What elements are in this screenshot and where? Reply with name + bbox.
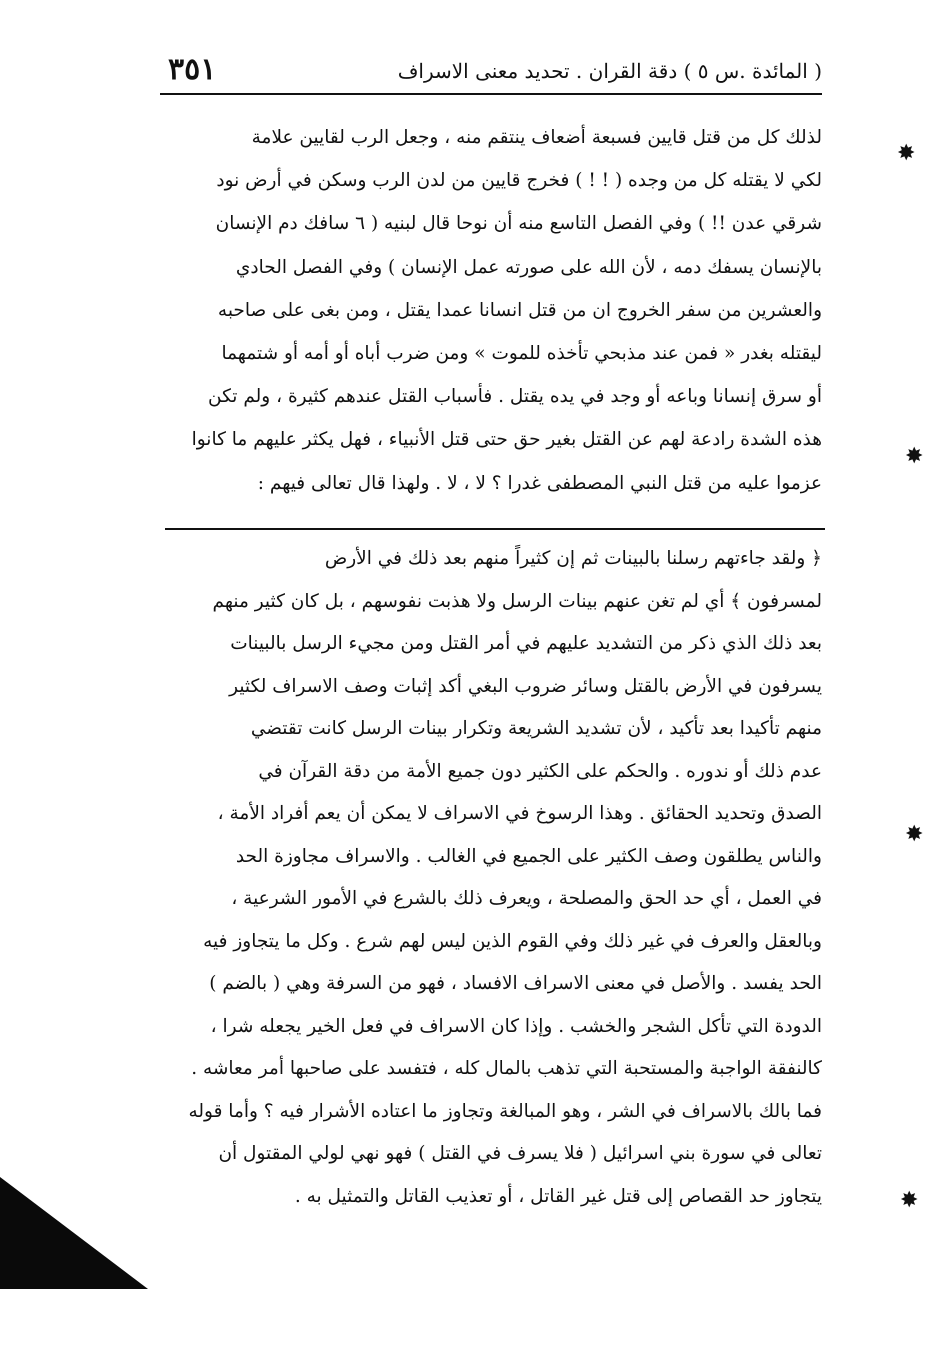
star-ornament-icon: ✸ — [900, 1188, 919, 1213]
text-line: لمسرفون ﴾ أي لم تغن عنهم بينات الرسل ولا هذبت نفوسهم ، بل كان كثير منهم — [212, 590, 822, 612]
scan-corner-triangle — [0, 1177, 148, 1289]
text-line: الصدق وتحديد الحقائق . وهذا الرسوخ في الاسراف لا يمكن أن يعم أفراد الأمة ، — [217, 803, 822, 824]
paragraph-1 — [160, 116, 822, 505]
header-rule — [160, 93, 822, 95]
text-line: الحد يفسد . والأصل في معنى الاسراف الافساد ، فهو من السرفة وهي ( بالضم ) — [209, 973, 822, 994]
star-ornament-icon: ✸ — [905, 822, 924, 847]
text-line: عدم ذلك أو ندوره . والحكم على الكثير دون جميع الأمة من دقة القرآن في — [258, 760, 822, 782]
page-number: ٣٥١ — [168, 52, 217, 87]
text-line: عزموا عليه من قتل النبي المصطفى غدرا ؟ لا ، لا . ولهذا قال تعالى فيهم : — [257, 472, 822, 494]
text-line: ليقتله بغدر « فمن عند مذبحي تأخذه للموت » ومن ضرب أباه أو أمه أو شتمهما — [221, 343, 822, 365]
text-line: والناس يطلقون وصف الكثير على الجميع في الغالب . والاسراف مجاوزة الحد — [235, 845, 822, 867]
star-ornament-icon: ✸ — [897, 141, 916, 166]
text-line: كالنفقة الواجبة والمستحبة التي تذهب بالمال كله ، فتفسد على صاحبها أمر معاشه . — [191, 1058, 822, 1079]
text-line: في العمل ، أي حد الحق والمصلحة ، ويعرف ذلك بالشرع في الأمور الشرعية ، — [231, 888, 822, 909]
running-title: ( المائدة .س ٥ ) دقة القران . تحديد معنى الاسراف — [397, 59, 822, 83]
text-line: هذه الشدة رادعة لهم عن القتل بغير حق حتى قتل الأنبياء ، فهل يكثر عليهم ما كانوا — [191, 429, 822, 451]
text-line: بعد ذلك الذي ذكر من التشديد عليهم في أمر القتل ومن مجيء الرسل بالبينات — [230, 633, 822, 654]
verse-line: ﴿ ولقد جاءتهم رسلنا بالبينات ثم إن كثيراً منهم بعد ذلك في الأرض — [324, 548, 822, 569]
text-line: شرقي عدن !! ) وفي الفصل التاسع منه أن نوحا قال لبنيه ( ٦ سافك دم الإنسان — [215, 213, 822, 235]
text-line: أو سرق إنسانا وباعه أو وجد في يده يقتل . فأسباب القتل عندهم كثيرة ، ولم تكن — [208, 386, 822, 408]
text-line: يتجاوز حد القصاص إلى قتل غير القاتل ، أو تعذيب القاتل والتمثيل به . — [294, 1185, 822, 1207]
text-line: وبالعقل والعرف في غير ذلك وفي القوم الذين ليس لهم شرع . وكل ما يتجاوز فيه — [203, 930, 822, 952]
text-line: لذلك كل من قتل قايين فسبعة أضعاف ينتقم منه ، وجعل الرب لقايين علامة — [251, 127, 822, 148]
paragraph-2 — [160, 538, 822, 1218]
text-line: منهم تأكيدا بعد تأكيد ، لأن تشديد الشريعة وتكرار بينات الرسل كانت تقتضي — [250, 718, 822, 739]
section-divider — [165, 528, 825, 530]
star-ornament-icon: ✸ — [905, 444, 924, 469]
text-line: بالإنسان يسفك دمه ، لأن الله على صورته عمل الإنسان ) وفي الفصل الحادي — [235, 256, 822, 278]
text-line: الدودة التي تأكل الشجر والخشب . وإذا كان الاسراف في فعل الخير يجعله شرا ، — [210, 1015, 822, 1037]
text-line: فما بالك بالاسراف في الشر ، وهو المبالغة وتجاوز ما اعتاده الأشرار فيه ؟ وأما قوله — [188, 1100, 822, 1122]
text-line: والعشرين من سفر الخروج ان من قتل انسانا عمدا يقتل ، ومن بغى على صاحبه — [217, 299, 822, 321]
text-line: لكي لا يقتله كل من وجده ( ! ! ) فخرج قايين من لدن الرب وسكن في أرض نود — [216, 170, 822, 192]
page-header — [160, 50, 822, 90]
text-line: يسرفون في الأرض بالقتل وسائر ضروب البغي أكد إثبات وصف الاسراف لكثير — [229, 675, 822, 697]
text-line: تعالى في سورة بني اسرائيل ( فلا يسرف في القتل ) فهو نهي لولي المقتول أن — [218, 1143, 822, 1164]
